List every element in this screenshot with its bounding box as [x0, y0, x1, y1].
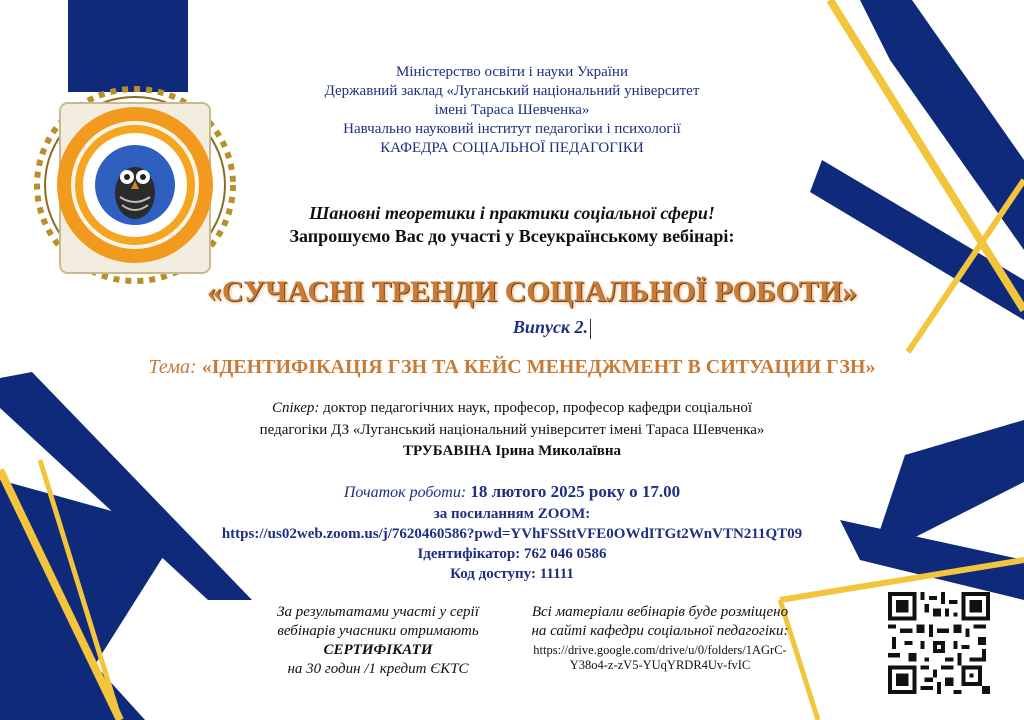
certificate-block — [238, 604, 518, 678]
zoom-label: за посиланням ZOOM: — [433, 506, 591, 522]
start-label: Початок роботи: — [343, 484, 467, 501]
issue-number — [40, 317, 1024, 339]
materials-line-1: Всі матеріали вебінарів буде розміщено — [531, 604, 789, 620]
qr-code-icon[interactable] — [888, 592, 990, 694]
speaker-affiliation: педагогіки ДЗ «Луганський національний університет імені Тараса Шевченка» — [259, 422, 765, 438]
topic-line — [0, 356, 1024, 379]
materials-url-2[interactable]: Y38o4-z-zV5-YUqYRDR4Uv-fvIC — [569, 658, 751, 672]
certificate-line-1: За результатами участі у серії — [277, 604, 479, 620]
department-line: КАФЕДРА СОЦІАЛЬНОЇ ПЕДАГОГІКИ — [380, 140, 644, 156]
certificate-line-4: на 30 годин /1 кредит ЄКТС — [287, 661, 469, 677]
greeting-line: Шановні теоретики і практики соціальної сфери! — [309, 203, 715, 223]
text-cursor — [590, 319, 591, 339]
speaker-name: ТРУБАВІНА Ірина Миколаївна — [402, 443, 622, 459]
speaker-line — [0, 400, 1024, 417]
institution-line: Державний заклад «Луганський національний університет — [324, 83, 700, 99]
topic-title: «ІДЕНТИФІКАЦІЯ ГЗН ТА КЕЙС МЕНЕДЖМЕНТ В СИТУАЦИИ ГЗН» — [201, 356, 876, 378]
issue-text: Випуск 2. — [512, 317, 589, 337]
institution-line-2: імені Тараса Шевченка» — [434, 102, 590, 118]
speaker-credentials: доктор педагогічних наук, професор, професор кафедри соціальної — [319, 400, 753, 416]
zoom-link[interactable]: https://us02web.zoom.us/j/7620460586?pwd=YVhFSSttVFE0OWdITGt2WnVTN211QT09 — [221, 526, 803, 542]
meeting-id: Ідентифікатор: 762 046 0586 — [417, 546, 607, 562]
institute-line: Навчально науковий інститут педагогіки і психології — [343, 121, 681, 137]
certificate-line-2: вебінарів учасники отримають — [277, 623, 479, 639]
invitation-line: Запрошуємо Вас до участі у Всеукраїнському вебінарі: — [289, 226, 735, 246]
event-title: «СУЧАСНІ ТРЕНДИ СОЦІАЛЬНОЇ РОБОТИ» — [206, 275, 858, 308]
start-line — [0, 482, 1024, 502]
meeting-passcode: Код доступу: 11111 — [450, 566, 574, 582]
topic-label: Тема: — [148, 356, 197, 378]
materials-line-2: на сайті кафедри соціальної педагогіки: — [531, 623, 789, 639]
certificate-line-3: СЕРТИФІКАТИ — [323, 642, 433, 658]
ministry-line: Міністерство освіти і науки України — [395, 64, 628, 80]
start-datetime: 18 лютого 2025 року о 17.00 — [466, 482, 681, 501]
speaker-label: Спікер: — [271, 400, 320, 416]
materials-block — [500, 604, 820, 673]
materials-url-1[interactable]: https://drive.google.com/drive/u/0/folders/1AGrC- — [533, 643, 787, 657]
